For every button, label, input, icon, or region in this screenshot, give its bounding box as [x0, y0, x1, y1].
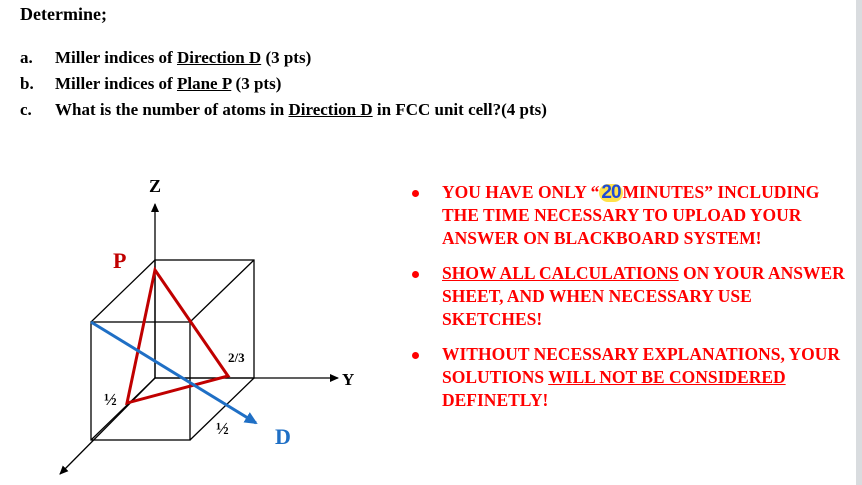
question-c-suffix: in FCC unit cell?(4 pts): [372, 100, 547, 119]
plane-p: [127, 270, 228, 403]
question-a-underlined: Direction D: [176, 48, 262, 67]
note-time-limit: [410, 181, 850, 250]
note-1-end: MINUTES” INCLUDING THE TIME NECESSARY TO UPLOAD YOUR ANSWER ON BLACKBOARD SYSTEM!: [442, 182, 820, 248]
note-2-underlined: SHOW ALL CALCULATIONS: [442, 263, 679, 283]
note-show-calculations: [410, 262, 850, 331]
z-axis-label: Z: [149, 176, 162, 196]
bullet-icon: [412, 271, 419, 278]
note-1-start: YOU HAVE ONLY “: [442, 182, 600, 202]
question-a-prefix: Miller indices of: [55, 48, 177, 67]
window-edge: [856, 0, 862, 485]
question-c-label: c.: [20, 100, 32, 119]
note-3-underlined: WILL NOT BE CONSIDERED: [548, 367, 786, 387]
minutes-badge: 20: [601, 182, 621, 203]
question-c-underlined: Direction D: [288, 100, 373, 119]
instruction-notes: [410, 181, 850, 424]
question-b-suffix: (3 pts): [231, 74, 282, 93]
fraction-half-left: ½: [104, 390, 117, 409]
question-b-label: b.: [20, 74, 34, 93]
bullet-icon: [412, 190, 419, 197]
question-b-prefix: Miller indices of: [55, 74, 177, 93]
note-2-rest: ON YOUR ANSWER SHEET, AND WHEN NECESSARY USE SKETCHES!: [442, 263, 845, 329]
plane-p-label: P: [113, 248, 127, 273]
direction-d-label: D: [275, 424, 291, 449]
question-a-suffix: (3 pts): [261, 48, 312, 67]
note-explanations: [410, 343, 850, 412]
fraction-two-thirds: 2/3: [228, 350, 245, 365]
question-c-prefix: What is the number of atoms in: [55, 100, 289, 119]
question-b-underlined: Plane P: [176, 74, 232, 93]
unit-cell-figure: [0, 0, 410, 485]
question-a-label: a.: [20, 48, 33, 67]
fraction-half-bottom: ½: [216, 419, 229, 438]
page-title: Determine;: [20, 4, 107, 24]
y-axis-label: Y: [342, 370, 355, 389]
note-3-end: DEFINETLY!: [442, 390, 549, 410]
note-3-start: WITHOUT NECESSARY EXPLANATIONS, YOUR SOLUTIONS: [442, 344, 841, 387]
bullet-icon: [412, 352, 419, 359]
